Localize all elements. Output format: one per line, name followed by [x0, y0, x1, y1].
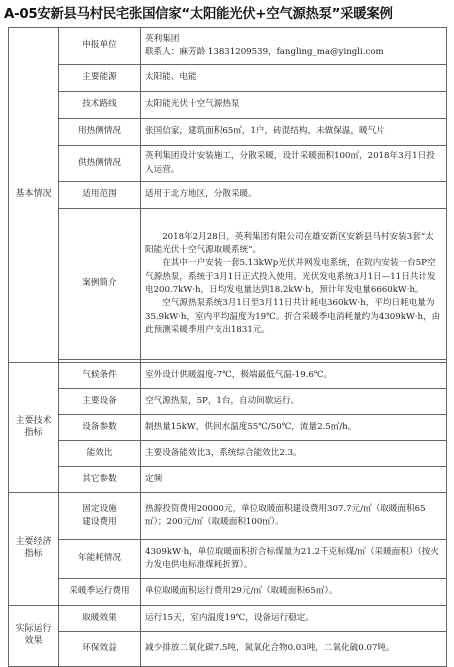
- table-row: [9, 632, 447, 667]
- case-paragraph-2: 在其中一户安装一套5.13kWp光伏并网发电系统，在院内安装一台5P空气源热泵，系统于3月1日正式投入使用。光伏发电系统3月1日—11日共计发电200.7kW·h，日均发电量达到18.2kW·h，预计年发电量6660kW·h。: [145, 258, 436, 295]
- label-efficiency: 能效比: [59, 441, 141, 467]
- value-user-side: 张国信家，建筑面积65㎡，1户，砖混结构，未做保温，暖气片: [141, 119, 447, 146]
- table-row: [9, 65, 447, 92]
- label-user-side: 用热侧情况: [59, 119, 141, 146]
- label-other: 其它参数: [59, 467, 141, 493]
- label-energy: 主要能源: [59, 65, 141, 92]
- case-paragraph-3: 空气源热泵系统3月1日至3月11日共计耗电360kW·h，平均日耗电量为35.9kW·h，室内平均温度为19℃。折合采暖季电消耗量约为4309kW·h，由此预测采暖季用户支出1831元。: [145, 298, 441, 335]
- label-route: 技术路线: [59, 92, 141, 119]
- case-table: [8, 27, 447, 667]
- case-paragraph-1: 2018年2月28日，英利集团有限公司在雄安新区安新县马村安装3套“太阳能光伏十空气源取暖系统”。: [145, 231, 434, 256]
- table-row: [9, 606, 447, 632]
- table-row: [9, 389, 447, 415]
- label-environment: 环保效益: [59, 632, 141, 667]
- value-invest: 热源投资费用20000元，单位取暖面积建设费用307.7元/㎡（取暖面积65㎡）；200元/㎡（取暖面积100㎡）。: [141, 493, 447, 540]
- page-title: A-05安新县马村民宅张国信家“太阳能光伏+空气源热泵”采暖案例: [4, 7, 393, 22]
- table-row: [9, 579, 447, 606]
- section-actual: 实际运行效果: [9, 606, 59, 667]
- label-params: 设备参数: [59, 415, 141, 441]
- section-tech: 主要技术指标: [9, 363, 59, 493]
- label-applicant: 申报单位: [59, 28, 141, 65]
- applicant-contact: 联系人：麻芳龄 13831209539，fangling_ma@yingli.com: [145, 47, 384, 57]
- label-effect: 取暖效果: [59, 606, 141, 632]
- value-case: [141, 209, 447, 360]
- value-annual: 4309kW·h，单位取暖面积折合标煤量为21.2千克标煤/㎡（采暖面积）（按火力发电供电标准煤耗折算）。: [141, 540, 447, 579]
- table-row: [9, 146, 447, 182]
- value-params: 制热量15kW，供回水温度55℃/50℃，流量2.5㎡/h。: [141, 415, 447, 441]
- value-other: 定频: [141, 467, 447, 493]
- label-invest: [59, 493, 141, 540]
- value-applicant: [141, 28, 447, 65]
- value-environment: 减少排放二氧化碳7.5吨，氮氧化合物0.03吨，二氧化硫0.07吨。: [141, 632, 447, 667]
- table-row: [9, 119, 447, 146]
- value-scope: 适用于北方地区，分散采暖。: [141, 182, 447, 209]
- table-row: [9, 493, 447, 540]
- label-case: 案例简介: [59, 209, 141, 360]
- invest-label-line-2: 建设费用: [82, 517, 117, 527]
- table-row: [9, 467, 447, 493]
- value-efficiency: 主要设备能效比3，系统综合能效比2.3。: [141, 441, 447, 467]
- label-operating: 采暖季运行费用: [59, 579, 141, 606]
- section-basic: 基本情况: [9, 28, 59, 363]
- applicant-company: 英利集团: [145, 33, 180, 44]
- invest-label-line-1: 固定设施: [82, 503, 117, 514]
- label-equipment: 主要设备: [59, 389, 141, 415]
- value-equipment: 空气源热泵，5P，1台，自动间歇运行。: [141, 389, 447, 415]
- label-scope: 适用范围: [59, 182, 141, 209]
- value-operating: 单位取暖面积运行费用29元/㎡（取暖面积65㎡）。: [141, 579, 447, 606]
- value-climate: 室外设计供暖温度-7℃，极端最低气温-19.6℃。: [141, 363, 447, 389]
- table-row: [9, 441, 447, 467]
- label-climate: 气候条件: [59, 363, 141, 389]
- label-supply-side: 供热侧情况: [59, 146, 141, 182]
- table-row: [9, 28, 447, 65]
- value-supply-side: 英利集团设计安装施工，分散采暖，设计采暖面积100㎡，2018年3月1日投入运营。: [141, 146, 447, 182]
- value-route: 太阳能光伏十空气源热泵: [141, 92, 447, 119]
- table-row: [9, 363, 447, 389]
- table-row: [9, 92, 447, 119]
- value-energy: 太阳能、电能: [141, 65, 447, 92]
- label-annual: 年能耗情况: [59, 540, 141, 579]
- value-effect: 运行15天，室内温度19℃，设备运行稳定。: [141, 606, 447, 632]
- section-econ: 主要经济指标: [9, 493, 59, 606]
- table-row: [9, 209, 447, 360]
- table-row: [9, 415, 447, 441]
- table-row: [9, 182, 447, 209]
- table-row: [9, 540, 447, 579]
